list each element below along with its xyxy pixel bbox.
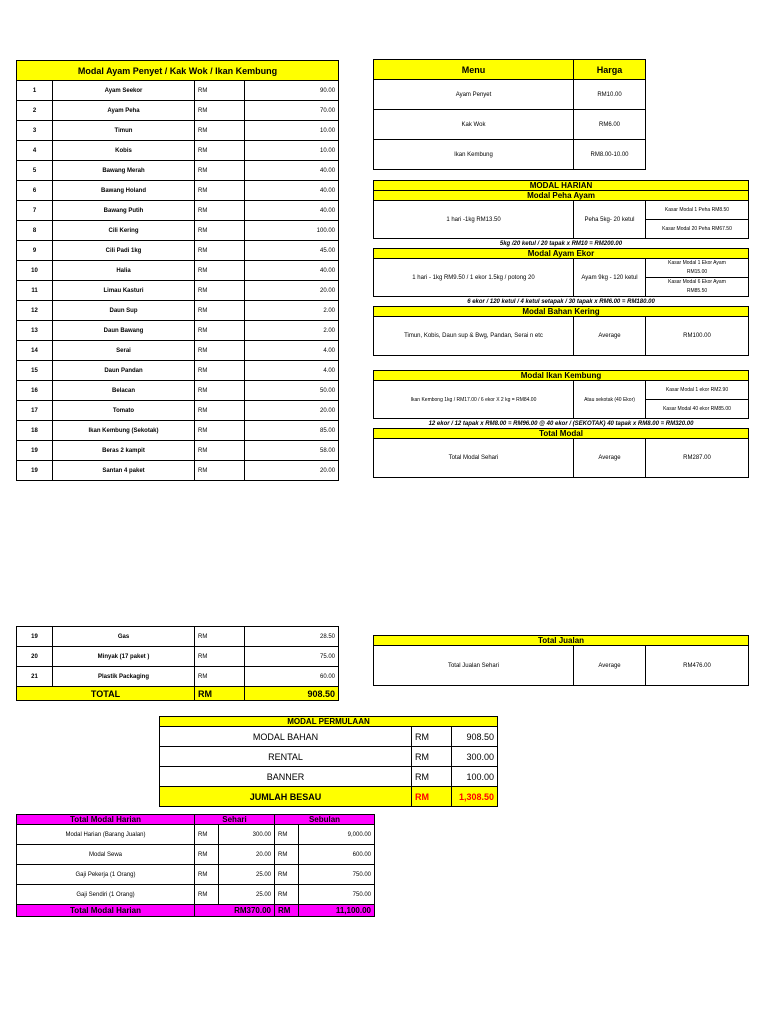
kembung-kasar-1: Kasar Modal 1 ekor RM2.90	[646, 381, 749, 400]
total-modal-desc: Total Modal Sehari	[374, 439, 574, 478]
menu-item: Ikan Kembung	[374, 140, 574, 170]
peha-note: 5kg /20 ketul / 20 tapak x RM10 = RM200.00	[499, 240, 623, 247]
currency-label: RM	[195, 381, 245, 401]
currency-label: RM	[195, 441, 245, 461]
currency-label: RM	[412, 767, 452, 787]
row-number: 18	[17, 421, 53, 441]
permulaan-label: RENTAL	[160, 747, 412, 767]
jumlah-besau-amount: 1,308.50	[452, 787, 498, 807]
item-amount: 58.00	[245, 441, 339, 461]
item-amount: 50.00	[245, 381, 339, 401]
menu-row	[374, 110, 646, 140]
total-label: TOTAL	[17, 687, 195, 701]
jumlah-besau-label: JUMLAH BESAU	[160, 787, 412, 807]
currency-label: RM	[195, 301, 245, 321]
item-name: Santan 4 paket	[53, 461, 195, 481]
permulaan-row	[160, 767, 498, 787]
item-amount: 90.00	[245, 81, 339, 101]
currency-label: RM	[195, 627, 245, 647]
currency-label: RM	[195, 361, 245, 381]
kembung-desc: Ikan Kembong 1kg / RM17.00 / 6 ekor X 2 kg = RM84.00	[374, 381, 574, 419]
kembung-note: 12 ekor / 12 tapak x RM8.00 = RM96.00 @ 40 ekor / (SEKOTAK) 40 tapak x RM8.00 = RM320.00	[428, 420, 694, 427]
row-number: 6	[17, 181, 53, 201]
jualan-title: Total Jualan	[374, 636, 749, 646]
row-number: 17	[17, 401, 53, 421]
bahan-row	[17, 121, 339, 141]
currency-label: RM	[195, 825, 219, 845]
peha-mid: Peha 5kg- 20 ketul	[574, 201, 646, 239]
row-number: 7	[17, 201, 53, 221]
currency-label: RM	[275, 845, 299, 865]
currency-label: RM	[195, 845, 219, 865]
currency-label: RM	[195, 241, 245, 261]
bahan-row	[17, 241, 339, 261]
item-amount: 2.00	[245, 321, 339, 341]
item-amount: 40.00	[245, 161, 339, 181]
harian-footer-rm: RM	[275, 905, 299, 917]
permulaan-table	[159, 716, 498, 807]
peha-kasar-1: Kasar Modal 1 Peha RM8.50	[646, 201, 749, 220]
ekor-desc: 1 hari - 1kg RM9.50 / 1 ekor 1.5kg / potong 20	[374, 259, 574, 297]
harian-header-sebulan: Sebulan	[275, 815, 375, 825]
currency-label: RM	[412, 727, 452, 747]
row-number: 3	[17, 121, 53, 141]
kembung-mid: Atau sekotak (40 Ekor)	[574, 381, 646, 419]
menu-price: RM10.00	[574, 80, 646, 110]
kering-title: Modal Bahan Kering	[374, 307, 749, 317]
item-name: Cili Kering	[53, 221, 195, 241]
ekor-kasar-6b: RM85.50	[686, 288, 708, 294]
currency-label: RM	[195, 885, 219, 905]
total-modal-mid: Average	[574, 439, 646, 478]
bahan-row	[17, 301, 339, 321]
harga-header: Harga	[574, 60, 646, 80]
item-name: Beras 2 kampit	[53, 441, 195, 461]
currency-label: RM	[195, 161, 245, 181]
ekor-kasar-6a: Kasar Modal 6 Ekor Ayam	[668, 279, 726, 285]
item-name: Daun Bawang	[53, 321, 195, 341]
harian-row	[17, 865, 375, 885]
bahan-row	[17, 101, 339, 121]
row-number: 10	[17, 261, 53, 281]
bahan-row	[17, 461, 339, 481]
item-amount: 70.00	[245, 101, 339, 121]
row-number: 19	[17, 441, 53, 461]
jualan-desc: Total Jualan Sehari	[374, 646, 574, 686]
peha-desc: 1 hari -1kg RM13.50	[374, 201, 574, 239]
row-number: 19	[17, 461, 53, 481]
ekor-kasar-1a: Kasar Modal 1 Ekor Ayam	[668, 260, 726, 266]
item-name: Ayam Peha	[53, 101, 195, 121]
bahan-row	[17, 627, 339, 647]
bahan-row	[17, 441, 339, 461]
currency-label: RM	[195, 865, 219, 885]
harian-footer-sebulan: 11,100.00	[299, 905, 375, 917]
kering-mid: Average	[574, 317, 646, 356]
item-amount: 40.00	[245, 181, 339, 201]
ekor-kasar-1b: RM15.00	[686, 269, 708, 275]
harian-footer-sehari: RM370.00	[195, 905, 275, 917]
row-number: 5	[17, 161, 53, 181]
row-number: 16	[17, 381, 53, 401]
row-number: 1	[17, 81, 53, 101]
item-amount: 75.00	[245, 647, 339, 667]
item-name: Bawang Holand	[53, 181, 195, 201]
item-name: Timun	[53, 121, 195, 141]
ekor-title: Modal Ayam Ekor	[374, 249, 749, 259]
bahan-table-title: Modal Ayam Penyet / Kak Wok / Ikan Kembung	[17, 61, 339, 81]
permulaan-row	[160, 747, 498, 767]
currency-label: RM	[275, 865, 299, 885]
menu-row	[374, 140, 646, 170]
bahan-row	[17, 201, 339, 221]
currency-label: RM	[195, 181, 245, 201]
permulaan-title: MODAL PERMULAAN	[160, 717, 498, 727]
item-amount: 40.00	[245, 261, 339, 281]
harian-row	[17, 885, 375, 905]
bahan-row	[17, 401, 339, 421]
currency-label: RM	[195, 81, 245, 101]
jumlah-besau-rm: RM	[412, 787, 452, 807]
row-number: 8	[17, 221, 53, 241]
harian-header-sehari: Sehari	[195, 815, 275, 825]
currency-label: RM	[195, 341, 245, 361]
permulaan-label: MODAL BAHAN	[160, 727, 412, 747]
jualan-mid: Average	[574, 646, 646, 686]
permulaan-amount: 300.00	[452, 747, 498, 767]
currency-label: RM	[195, 667, 245, 687]
currency-label: RM	[195, 261, 245, 281]
ekor-mid: Ayam 9kg - 120 ketul	[574, 259, 646, 297]
menu-item: Ayam Penyet	[374, 80, 574, 110]
harian-sehari: 300.00	[219, 825, 275, 845]
permulaan-row	[160, 727, 498, 747]
item-amount: 10.00	[245, 141, 339, 161]
currency-label: RM	[195, 101, 245, 121]
currency-label: RM	[275, 885, 299, 905]
row-number: 4	[17, 141, 53, 161]
harian-sebulan: 9,000.00	[299, 825, 375, 845]
harian-row	[17, 845, 375, 865]
harian-label: Gaji Pekerja (1 Orang)	[17, 865, 195, 885]
currency-label: RM	[275, 825, 299, 845]
currency-label: RM	[195, 201, 245, 221]
menu-price: RM8.00-10.00	[574, 140, 646, 170]
total-amount: 908.50	[245, 687, 339, 701]
item-amount: 20.00	[245, 461, 339, 481]
ekor-kasar-1	[646, 259, 749, 278]
item-amount: 10.00	[245, 121, 339, 141]
peha-kasar-20: Kasar Modal 20 Peha RM67.50	[646, 220, 749, 239]
bahan-row	[17, 161, 339, 181]
item-name: Daun Pandan	[53, 361, 195, 381]
harian-sehari: 20.00	[219, 845, 275, 865]
permulaan-amount: 908.50	[452, 727, 498, 747]
menu-price: RM6.00	[574, 110, 646, 140]
kering-val: RM100.00	[646, 317, 749, 356]
bahan-row	[17, 261, 339, 281]
harian-label: Modal Sewa	[17, 845, 195, 865]
currency-label: RM	[195, 121, 245, 141]
row-number: 9	[17, 241, 53, 261]
harian-footer-label: Total Modal Harian	[17, 905, 195, 917]
ekor-note: 6 ekor / 120 ketul / 4 ketul setapak / 30 tapak x RM6.00 = RM180.00	[467, 298, 655, 305]
harian-sebulan: 750.00	[299, 885, 375, 905]
item-name: Ayam Seekor	[53, 81, 195, 101]
item-amount: 45.00	[245, 241, 339, 261]
modal-harian-title: MODAL HARIAN	[374, 181, 749, 191]
kembung-title: Modal Ikan Kembung	[374, 371, 749, 381]
bahan-row	[17, 381, 339, 401]
item-name: Minyak (17 paket )	[53, 647, 195, 667]
item-amount: 100.00	[245, 221, 339, 241]
item-amount: 85.00	[245, 421, 339, 441]
harian-sehari: 25.00	[219, 865, 275, 885]
bahan-row	[17, 341, 339, 361]
menu-row	[374, 80, 646, 110]
currency-label: RM	[195, 221, 245, 241]
item-name: Daun Sup	[53, 301, 195, 321]
jualan-table	[373, 635, 749, 686]
currency-label: RM	[195, 141, 245, 161]
row-number: 11	[17, 281, 53, 301]
harian-header-label: Total Modal Harian	[17, 815, 195, 825]
harian-table	[16, 814, 375, 917]
permulaan-amount: 100.00	[452, 767, 498, 787]
currency-label: RM	[195, 321, 245, 341]
bahan-table	[16, 60, 339, 481]
bahan-row	[17, 281, 339, 301]
harian-sebulan: 750.00	[299, 865, 375, 885]
item-amount: 2.00	[245, 301, 339, 321]
item-amount: 40.00	[245, 201, 339, 221]
row-number: 14	[17, 341, 53, 361]
currency-label: RM	[195, 281, 245, 301]
item-name: Cili Padi 1kg	[53, 241, 195, 261]
item-amount: 4.00	[245, 361, 339, 381]
item-amount: 4.00	[245, 341, 339, 361]
bahan-row	[17, 141, 339, 161]
currency-label: RM	[195, 421, 245, 441]
item-name: Serai	[53, 341, 195, 361]
item-amount: 60.00	[245, 667, 339, 687]
harian-sebulan: 600.00	[299, 845, 375, 865]
spacer	[374, 356, 749, 371]
currency-label: RM	[195, 461, 245, 481]
row-number: 19	[17, 627, 53, 647]
bahan-row	[17, 181, 339, 201]
item-amount: 20.00	[245, 401, 339, 421]
item-name: Plastik Packaging	[53, 667, 195, 687]
bahan-row	[17, 81, 339, 101]
menu-item: Kak Wok	[374, 110, 574, 140]
item-name: Limau Kasturi	[53, 281, 195, 301]
item-name: Belacan	[53, 381, 195, 401]
currency-label: RM	[195, 401, 245, 421]
currency-label: RM	[195, 647, 245, 667]
bahan-table-continued	[16, 626, 339, 701]
item-amount: 20.00	[245, 281, 339, 301]
total-rm: RM	[195, 687, 245, 701]
permulaan-label: BANNER	[160, 767, 412, 787]
harian-row	[17, 825, 375, 845]
row-number: 21	[17, 667, 53, 687]
bahan-row	[17, 667, 339, 687]
row-number: 2	[17, 101, 53, 121]
item-name: Tomato	[53, 401, 195, 421]
bahan-row	[17, 421, 339, 441]
menu-table	[373, 59, 646, 170]
bahan-row	[17, 647, 339, 667]
menu-header: Menu	[374, 60, 574, 80]
modal-harian-table	[373, 180, 749, 478]
item-name: Gas	[53, 627, 195, 647]
bahan-row	[17, 361, 339, 381]
bahan-row	[17, 221, 339, 241]
harian-sehari: 25.00	[219, 885, 275, 905]
jualan-val: RM476.00	[646, 646, 749, 686]
item-amount: 28.50	[245, 627, 339, 647]
row-number: 20	[17, 647, 53, 667]
total-modal-val: RM287.00	[646, 439, 749, 478]
currency-label: RM	[412, 747, 452, 767]
kembung-kasar-40: Kasar Modal 40 ekor RM85.00	[646, 400, 749, 419]
harian-label: Gaji Sendiri (1 Orang)	[17, 885, 195, 905]
row-number: 15	[17, 361, 53, 381]
ekor-kasar-6	[646, 278, 749, 297]
bahan-row	[17, 321, 339, 341]
item-name: Bawang Putih	[53, 201, 195, 221]
row-number: 13	[17, 321, 53, 341]
row-number: 12	[17, 301, 53, 321]
peha-title: Modal Peha Ayam	[374, 191, 749, 201]
total-modal-title: Total Modal	[374, 429, 749, 439]
kering-desc: Timun, Kobis, Daun sup & Bwg, Pandan, Serai n etc	[374, 317, 574, 356]
item-name: Kobis	[53, 141, 195, 161]
harian-label: Modal Harian (Barang Jualan)	[17, 825, 195, 845]
item-name: Halia	[53, 261, 195, 281]
item-name: Bawang Merah	[53, 161, 195, 181]
item-name: Ikan Kembung (Sekotak)	[53, 421, 195, 441]
